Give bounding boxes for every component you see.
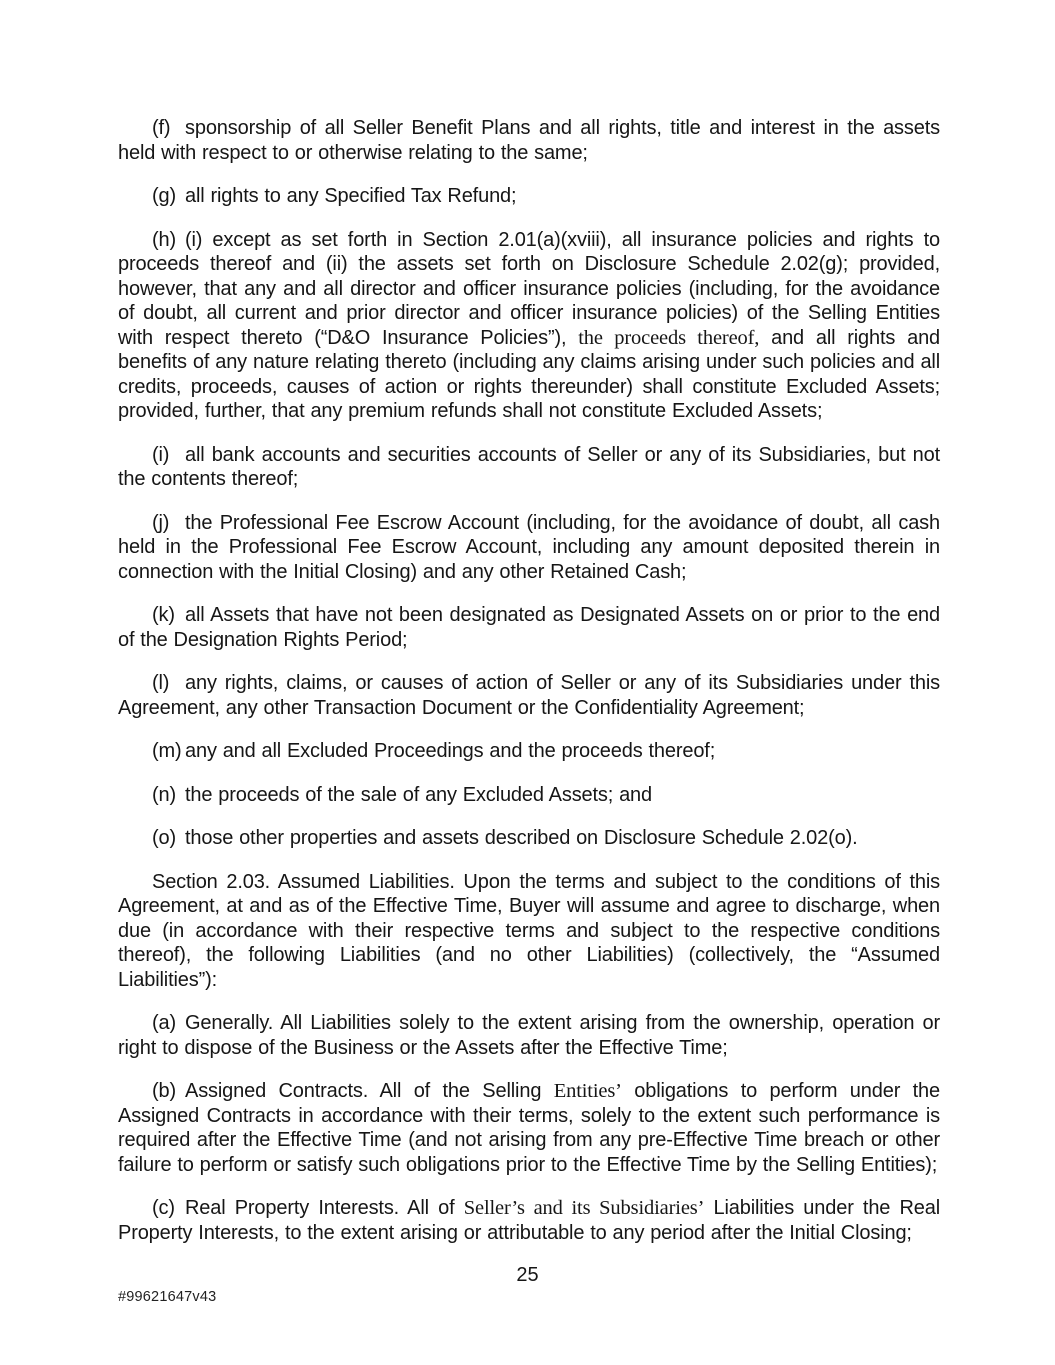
text-segment: all bank accounts and securities accounts of Seller or any of its Subsidiaries, but not the contents thereof; xyxy=(118,443,940,490)
text-segment: Generally. All Liabilities solely to the extent arising from the ownership, operation or right to dispose of the Business or the Assets after the Effective Time; xyxy=(118,1012,940,1059)
text-segment: Real Property Interests. All of xyxy=(185,1197,464,1219)
text-segment: any and all Excluded Proceedings and the proceeds thereof; xyxy=(185,740,716,762)
paragraph-label: (l) xyxy=(152,672,170,694)
text-segment: sponsorship of all Seller Benefit Plans and all rights, title and interest in the assets held with respect to or otherwise relating to the same; xyxy=(118,117,940,164)
paragraph-section-2.03 xyxy=(118,870,940,993)
paragraph-label: (g) xyxy=(152,185,176,207)
text-segment: obligations to perform under the Assigned Contracts in accordance with their terms, solely to the extent such performance is required after the Effective Time (and not arising from any pre-Effective Time breach or other failure to perform or satisfy such obligations prior to the Effective Time by the Selling Entities); xyxy=(118,1080,940,1176)
paragraph-i xyxy=(118,443,940,492)
paragraph-label: (h) xyxy=(152,228,176,251)
document-body xyxy=(118,116,940,1264)
text-segment: Section 2.03. Assumed Liabilities. Upon the terms and subject to the conditions of this Agreement, at and as of the Effective Time, Buyer will assume and agree to discharge, when due (in accordance with their respective terms and subject to the respective conditions thereof), the following Liabilities (and no other Liabilities) (collectively, the “Assumed Liabilities”): xyxy=(118,870,940,991)
text-segment: Assigned Contracts. All of the Selling xyxy=(185,1080,554,1102)
paragraph-c xyxy=(118,1196,940,1245)
text-segment: Seller’s and its Subsidiaries’ xyxy=(463,1197,705,1219)
paragraph-f xyxy=(118,116,940,165)
paragraph-a xyxy=(118,1011,940,1060)
paragraph-label: (k) xyxy=(152,604,175,626)
paragraph-label: (o) xyxy=(152,827,176,849)
text-segment: Entities’ xyxy=(553,1080,622,1102)
paragraph-label: (b) xyxy=(152,1080,176,1102)
text-segment: (i) except as set forth in Section 2.01(a)(xviii), all insurance policies and rights to proceeds thereof and (ii) the assets set forth on Disclosure Schedule 2.02(g); provided, however, that any and all director and officer insurance policies (including, for the avoidance of doubt, all current and prior director and officer insurance policies) of the Selling Entities with respect thereto (“D&O Insurance Policies”), xyxy=(118,228,940,349)
text-segment: Liabilities under the Real Property Interests, to the extent arising or attributable to any period after the Initial Closing; xyxy=(118,1197,940,1244)
paragraph-label: (n) xyxy=(152,783,176,806)
paragraph-o xyxy=(118,826,940,851)
paragraph-b xyxy=(118,1079,940,1177)
paragraph-label: (m) xyxy=(152,740,182,762)
paragraph-n xyxy=(118,783,940,808)
paragraph-k xyxy=(118,603,940,652)
text-segment: any rights, claims, or causes of action of Seller or any of its Subsidiaries under this Agreement, any other Transaction Document or the Confidentiality Agreement; xyxy=(118,672,940,719)
document-id-stamp: #99621647v43 xyxy=(118,1289,217,1305)
text-segment: and all rights and benefits of any nature relating thereto (including any claims arising under such policies and all credits, proceeds, causes of action or rights thereunder) shall constitute Excluded Assets; provided, further, that any premium refunds shall not constitute Excluded Assets; xyxy=(118,326,941,422)
text-segment: the proceeds thereof, xyxy=(578,326,760,349)
paragraph-m xyxy=(118,739,940,764)
text-segment: the proceeds of the sale of any Excluded Assets; and xyxy=(185,783,653,806)
paragraph-j xyxy=(118,511,940,585)
paragraph-l xyxy=(118,671,940,720)
page-number: 25 xyxy=(516,1264,539,1286)
paragraph-g xyxy=(118,184,940,209)
paragraph-label: (c) xyxy=(152,1197,175,1219)
paragraph-label: (j) xyxy=(152,511,170,534)
text-segment: all rights to any Specified Tax Refund; xyxy=(185,185,517,207)
paragraph-label: (i) xyxy=(152,443,170,466)
text-segment: the Professional Fee Escrow Account (including, for the avoidance of doubt, all cash held in the Professional Fee Escrow Account, including any amount deposited therein in connection with the Initial Closing) and any other Retained Cash; xyxy=(118,511,940,583)
text-segment: those other properties and assets described on Disclosure Schedule 2.02(o). xyxy=(185,827,858,849)
paragraph-h xyxy=(118,228,940,424)
paragraph-label: (a) xyxy=(152,1012,176,1034)
text-segment: all Assets that have not been designated as Designated Assets on or prior to the end of the Designation Rights Period; xyxy=(118,604,940,651)
paragraph-label: (f) xyxy=(152,117,171,139)
